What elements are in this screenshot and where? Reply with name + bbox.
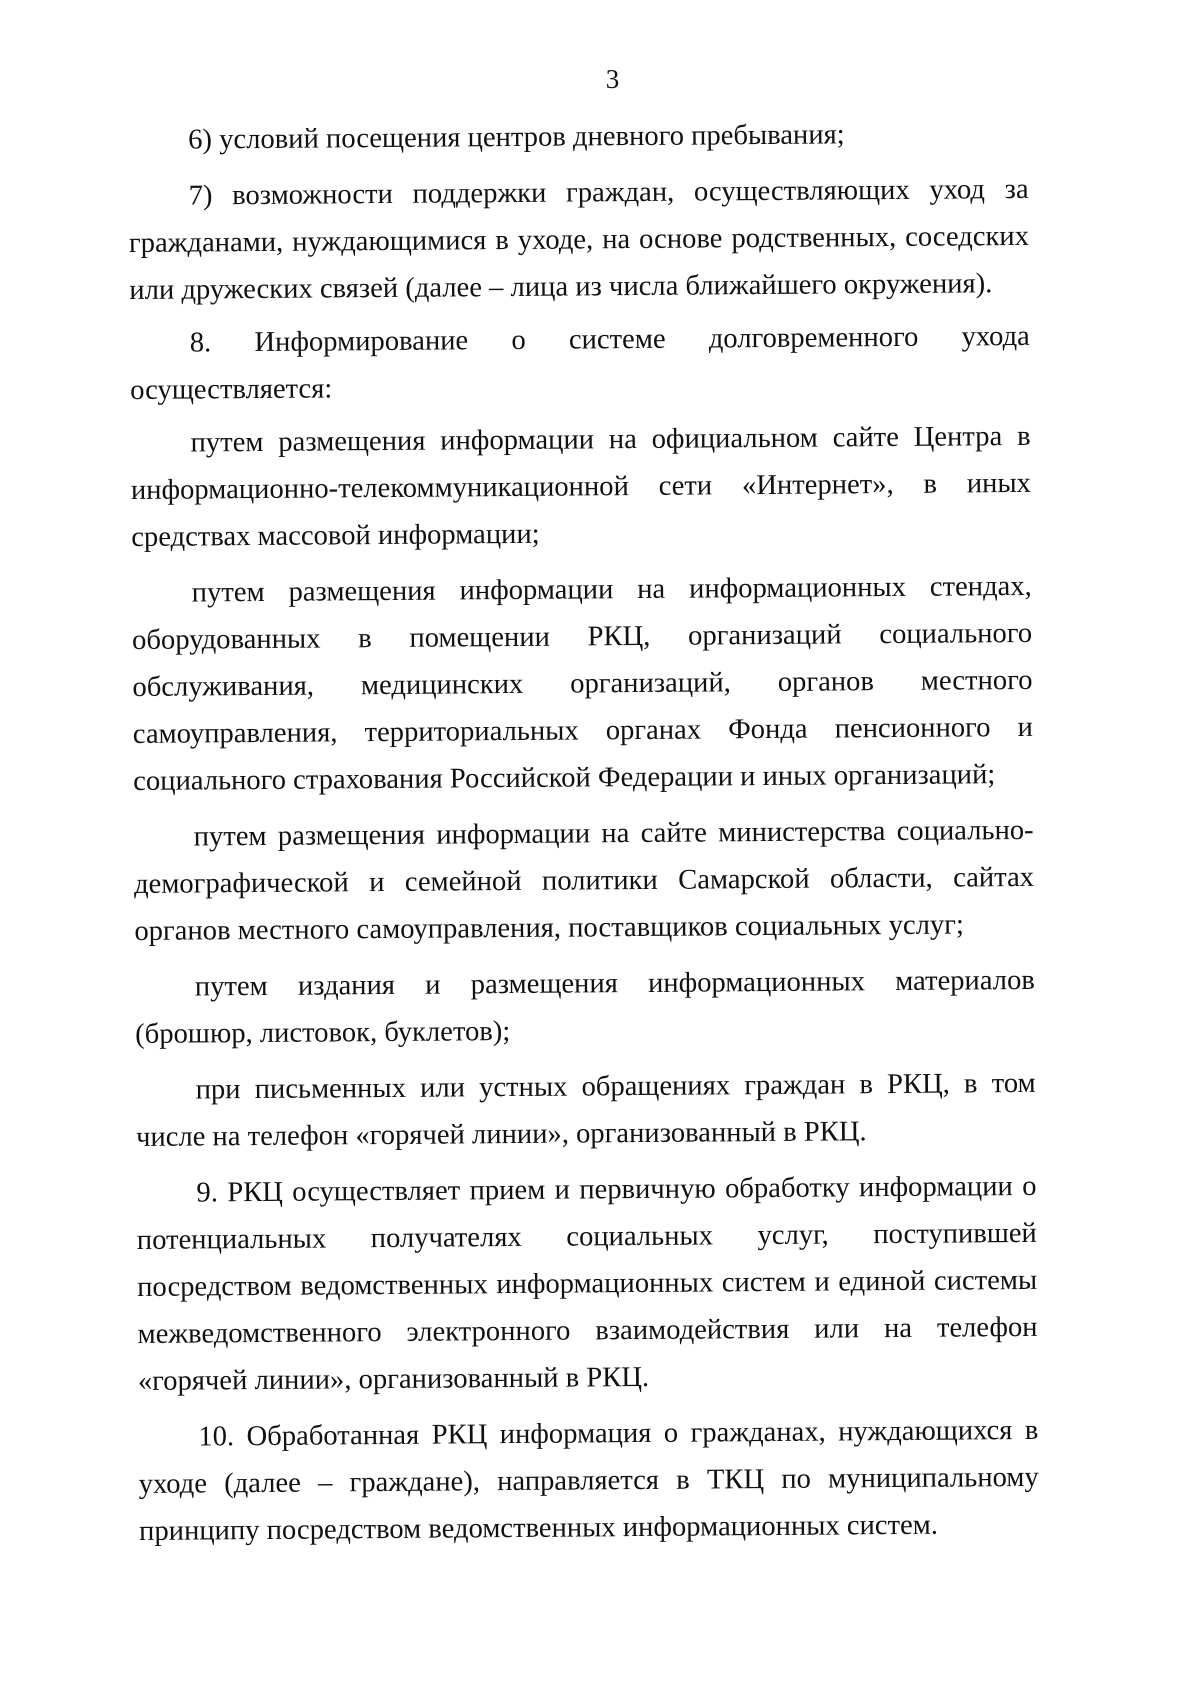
paragraph-info-stands: путем размещения информации на информационных стендах, оборудованных в помещении РКЦ, организаций социального обслуживания, медицинских организаций, органов местного самоуправления, территориальных органах Фонда пенсионного и социального страхования Российской Федерации и иных организаций;	[131, 570, 1033, 797]
paragraph-section-10: 10. Обработанная РКЦ информация о гражданах, нуждающихся в уходе (далее – граждане), направляется в ТКЦ по муниципальному принципу посредством ведомственных информационных систем.	[138, 1414, 1039, 1547]
paragraph-printed-materials: путем издания и размещения информационных материалов (брошюр, листовок, буклетов);	[135, 964, 1035, 1050]
paragraph-section-9: 9. РКЦ осуществляет прием и первичную обработку информации о потенциальных получателях социальных услуг, поступившей посредством ведомственных информационных систем и единой системы межведомственного электронного взаимодействия или на телефон «горячей линии», организованный в РКЦ.	[136, 1170, 1038, 1397]
paragraph-ministry-site: путем размещения информации на сайте министерства социально-демографической и семейной политики Самарской области, сайтах органов местного самоуправления, поставщиков социальных услуг;	[133, 814, 1035, 947]
paragraph-item-7: 7) возможности поддержки граждан, осуществляющих уход за гражданами, нуждающимися в уходе, на основе родственных, соседских или дружеских связей (далее – лица из числа ближайшего окружения).	[128, 173, 1030, 306]
paragraph-item-6: 6) условий посещения центров дневного пребывания;	[188, 119, 845, 156]
paragraph-hotline: при письменных или устных обращениях граждан в РКЦ, в том числе на телефон «горячей линии», организованный в РКЦ.	[135, 1067, 1036, 1153]
page-number: 3	[605, 64, 620, 94]
document-body	[128, 110, 1039, 1555]
paragraph-official-site: путем размещения информации на официальном сайте Центра в информационно-телекоммуникационной сети «Интернет», в иных средствах массовой информации;	[130, 420, 1032, 553]
paragraph-section-8: 8. Информирование о системе долговременного ухода осуществляется:	[130, 320, 1030, 406]
